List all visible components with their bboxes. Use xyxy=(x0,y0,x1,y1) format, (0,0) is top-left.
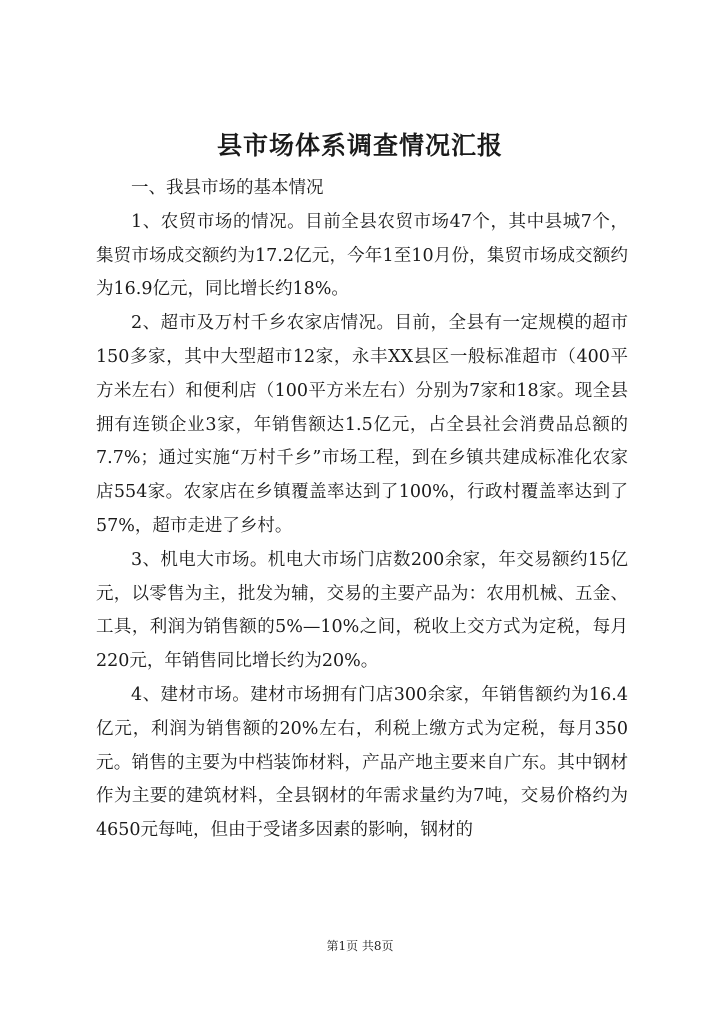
document-body xyxy=(96,172,628,848)
page-number-footer: 第1页 共8页 xyxy=(326,939,394,953)
paragraph-farm-market: 1、农贸市场的情况。目前全县农贸市场47个，其中县城7个，集贸市场成交额约为17.2亿元，今年1至10月份，集贸市场成交额约为16.9亿元，同比增长约18%。 xyxy=(96,211,628,300)
paragraph-electromechanical-market: 3、机电大市场。机电大市场门店数200余家，年交易额约15亿元，以零售为主，批发为辅，交易的主要产品为：农用机械、五金、工具，利润为销售额的5%—10%之间，税收上交方式为定税，每月220元，年销售同比增长约为20%。 xyxy=(96,549,628,672)
page-title: 县市场体系调查情况汇报 xyxy=(216,131,503,160)
paragraph-supermarket: 2、超市及万村千乡农家店情况。目前，全县有一定规模的超市150多家，其中大型超市12家，永丰XX县区一般标准超市（400平方米左右）和便利店（100平方米左右）分别为7家和18家。现全县拥有连锁企业3家，年销售额达1.5亿元，占全县社会消费品总额的7.7%；通过实施“万村千乡”市场工程，到在乡镇共建成标准化农家店554家。农家店在乡镇覆盖率达到了100%，行政村覆盖率达到了57%，超市走进了乡村。 xyxy=(96,313,628,536)
paragraph-building-materials-market: 4、建材市场。建材市场拥有门店300余家，年销售额约为16.4亿元，利润为销售额的20%左右，利税上缴方式为定税，每月350元。销售的主要为中档装饰材料，产品产地主要来自广东。其中钢材作为主要的建筑材料，全县钢材的年需求量约为7吨，交易价格约为4650元每吨，但由于受诸多因素的影响，钢材的 xyxy=(96,684,628,841)
section-heading: 一、我县市场的基本情况 xyxy=(131,178,324,198)
